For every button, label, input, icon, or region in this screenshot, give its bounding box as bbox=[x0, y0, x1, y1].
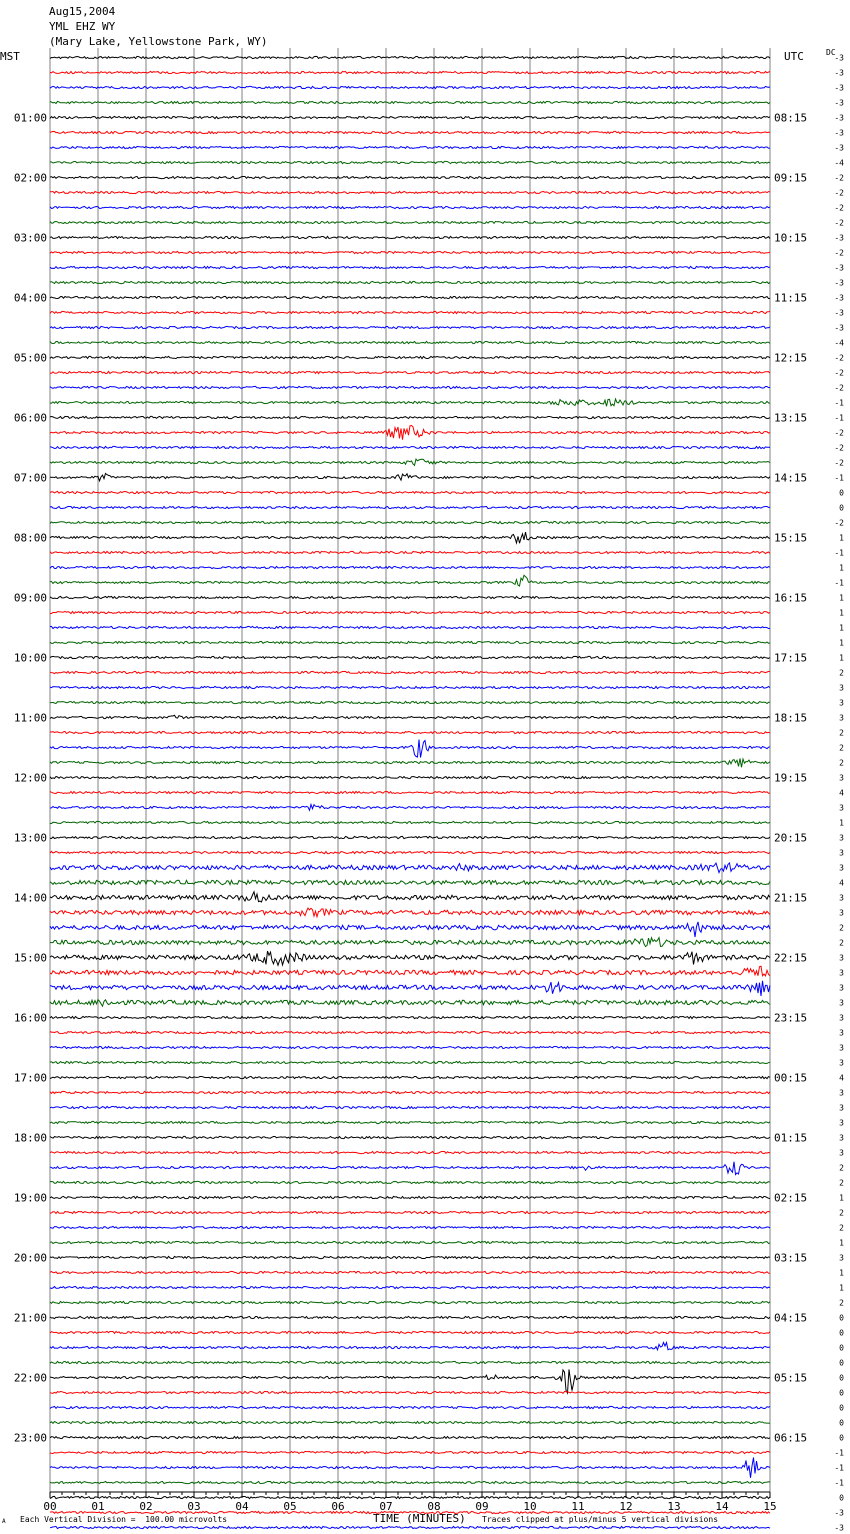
trace-line bbox=[50, 1458, 770, 1478]
trace-line bbox=[50, 131, 770, 133]
dc-offset-label: 0 bbox=[839, 1358, 844, 1368]
trace-line bbox=[50, 566, 770, 568]
left-hour-label: 03:00 bbox=[13, 231, 47, 245]
dc-offset-label: -3 bbox=[834, 233, 844, 243]
trace-line bbox=[50, 371, 770, 373]
dc-offset-label: -1 bbox=[834, 1463, 844, 1473]
dc-offset-label: -4 bbox=[834, 338, 844, 348]
trace-line bbox=[50, 1361, 770, 1363]
left-axis-label: MST bbox=[0, 50, 20, 63]
right-hour-label: 15:15 bbox=[774, 531, 808, 545]
dc-offset-label: 0 bbox=[839, 1493, 844, 1503]
trace-line bbox=[50, 1301, 770, 1303]
right-hour-label: 18:15 bbox=[774, 711, 808, 725]
trace-line bbox=[50, 1526, 770, 1528]
dc-offset-label: 2 bbox=[839, 923, 844, 933]
trace-line bbox=[50, 56, 770, 58]
dc-offset-label: 0 bbox=[839, 1403, 844, 1413]
dc-offset-label: -2 bbox=[834, 203, 844, 213]
dc-offset-label: 1 bbox=[839, 623, 844, 633]
dc-offset-label: -3 bbox=[834, 308, 844, 318]
dc-offset-label: 3 bbox=[839, 1118, 844, 1128]
x-tick-label: 05 bbox=[283, 1500, 297, 1513]
dc-offset-label: 3 bbox=[839, 983, 844, 993]
trace-line bbox=[50, 426, 770, 440]
right-hour-label: 03:15 bbox=[774, 1251, 808, 1265]
left-hour-label: 13:00 bbox=[13, 831, 47, 845]
trace-line bbox=[50, 1061, 770, 1063]
grid-lines bbox=[50, 48, 770, 1492]
x-tick-label: 14 bbox=[715, 1500, 729, 1513]
dc-offset-label: 1 bbox=[839, 593, 844, 603]
trace-line bbox=[50, 1451, 770, 1453]
trace-line bbox=[50, 981, 770, 996]
dc-offset-label: -2 bbox=[834, 218, 844, 228]
right-hour-label: 02:15 bbox=[774, 1191, 808, 1205]
trace-line bbox=[50, 311, 770, 313]
dc-offset-label: 2 bbox=[839, 668, 844, 678]
right-hour-label: 19:15 bbox=[774, 771, 808, 785]
trace-line bbox=[50, 740, 770, 758]
dc-offset-label: 4 bbox=[839, 1073, 844, 1083]
trace-line bbox=[50, 1196, 770, 1198]
dc-offset-label: 3 bbox=[839, 1043, 844, 1053]
x-tick-label: 03 bbox=[187, 1500, 201, 1513]
left-hour-label: 20:00 bbox=[13, 1251, 47, 1265]
dc-offset-label: 3 bbox=[839, 773, 844, 783]
right-hour-label: 10:15 bbox=[774, 231, 808, 245]
trace-line bbox=[50, 1016, 770, 1018]
dc-offset-label: -3 bbox=[834, 113, 844, 123]
dc-offset-label: -3 bbox=[834, 68, 844, 78]
trace-line bbox=[50, 596, 770, 598]
x-tick-label: 13 bbox=[667, 1500, 681, 1513]
trace-line bbox=[50, 1151, 770, 1153]
trace-line bbox=[50, 1106, 770, 1108]
dc-offset-label: -2 bbox=[834, 368, 844, 378]
trace-line bbox=[50, 399, 770, 406]
seismic-traces bbox=[50, 56, 770, 1534]
left-hour-label: 22:00 bbox=[13, 1371, 47, 1385]
dc-offset-label: 2 bbox=[839, 728, 844, 738]
dc-offset-label: -3 bbox=[834, 53, 844, 63]
right-hour-label: 08:15 bbox=[774, 111, 808, 125]
dc-offset-label: 3 bbox=[839, 968, 844, 978]
dc-offset-label: 3 bbox=[839, 893, 844, 903]
dc-offset-label: -3 bbox=[834, 143, 844, 153]
right-hour-label: 00:15 bbox=[774, 1071, 808, 1085]
dc-offset-label: 3 bbox=[839, 908, 844, 918]
right-hour-label: 16:15 bbox=[774, 591, 808, 605]
trace-line bbox=[50, 1091, 770, 1093]
dc-offset-label: -2 bbox=[834, 248, 844, 258]
dc-offset-label: -1 bbox=[834, 1448, 844, 1458]
dc-offset-label: -1 bbox=[834, 1478, 844, 1488]
left-hour-label: 11:00 bbox=[13, 711, 47, 725]
dc-offset-label: 3 bbox=[839, 833, 844, 843]
left-hour-label: 06:00 bbox=[13, 411, 47, 425]
dc-offset-label: 1 bbox=[839, 638, 844, 648]
right-hour-label: 01:15 bbox=[774, 1131, 808, 1145]
left-hour-label: 19:00 bbox=[13, 1191, 47, 1205]
right-hour-label: 11:15 bbox=[774, 291, 808, 305]
trace-line bbox=[50, 86, 770, 88]
left-hour-label: 17:00 bbox=[13, 1071, 47, 1085]
dc-offset-label: -3 bbox=[834, 1523, 844, 1533]
dc-offset-label: 4 bbox=[839, 878, 844, 888]
dc-offset-label: 3 bbox=[839, 1088, 844, 1098]
x-axis-title: TIME (MINUTES) bbox=[373, 1512, 466, 1525]
trace-line bbox=[50, 281, 770, 283]
trace-line bbox=[50, 776, 770, 778]
dc-offset-label: 2 bbox=[839, 938, 844, 948]
dc-offset-label: 3 bbox=[839, 1148, 844, 1158]
right-axis-label: UTC bbox=[784, 50, 804, 63]
trace-line bbox=[50, 251, 770, 253]
dc-offset-label: -2 bbox=[834, 518, 844, 528]
trace-line bbox=[50, 1271, 770, 1273]
trace-line bbox=[50, 116, 770, 118]
left-hour-label: 14:00 bbox=[13, 891, 47, 905]
trace-line bbox=[50, 532, 770, 543]
trace-line bbox=[50, 206, 770, 208]
trace-line bbox=[50, 611, 770, 613]
dc-offset-label: -1 bbox=[834, 413, 844, 423]
right-hour-label: 20:15 bbox=[774, 831, 808, 845]
trace-line bbox=[50, 191, 770, 193]
dc-offset-label: 0 bbox=[839, 1313, 844, 1323]
dc-offset-label: 2 bbox=[839, 758, 844, 768]
dc-offset-label: 0 bbox=[839, 1343, 844, 1353]
dc-offset-label: 2 bbox=[839, 743, 844, 753]
right-hour-label: 13:15 bbox=[774, 411, 808, 425]
trace-line bbox=[50, 821, 770, 823]
dc-offset-label: 1 bbox=[839, 1283, 844, 1293]
left-hour-label: 08:00 bbox=[13, 531, 47, 545]
dc-offset-label: -1 bbox=[834, 473, 844, 483]
dc-offset-label: 3 bbox=[839, 953, 844, 963]
trace-line bbox=[50, 938, 770, 947]
trace-line bbox=[50, 1391, 770, 1393]
trace-line bbox=[50, 731, 770, 733]
x-tick-label: 02 bbox=[139, 1500, 153, 1513]
x-tick-label: 11 bbox=[571, 1500, 585, 1513]
trace-line bbox=[50, 1436, 770, 1438]
dc-offset-label: -3 bbox=[834, 278, 844, 288]
trace-line bbox=[50, 1343, 770, 1350]
trace-line bbox=[50, 1331, 770, 1333]
x-tick-label: 06 bbox=[331, 1500, 345, 1513]
dc-offset-label: 1 bbox=[839, 1193, 844, 1203]
trace-line bbox=[50, 521, 770, 523]
x-tick-label: 12 bbox=[619, 1500, 633, 1513]
trace-line bbox=[50, 791, 770, 793]
right-hour-label: 12:15 bbox=[774, 351, 808, 365]
dc-offset-label: 0 bbox=[839, 1388, 844, 1398]
dc-offset-label: 3 bbox=[839, 998, 844, 1008]
trace-line bbox=[50, 715, 770, 718]
dc-offset-label: -3 bbox=[834, 323, 844, 333]
trace-line bbox=[50, 506, 770, 508]
dc-offset-label: -2 bbox=[834, 383, 844, 393]
trace-line bbox=[50, 1481, 770, 1483]
right-hour-label: 04:15 bbox=[774, 1311, 808, 1325]
trace-line bbox=[50, 908, 770, 917]
dc-offset-label: 1 bbox=[839, 563, 844, 573]
trace-line bbox=[50, 880, 770, 884]
dc-offset-label: -1 bbox=[834, 398, 844, 408]
trace-line bbox=[50, 1031, 770, 1033]
left-hour-label: 04:00 bbox=[13, 291, 47, 305]
trace-line bbox=[50, 266, 770, 268]
dc-offset-label: -3 bbox=[834, 263, 844, 273]
trace-line bbox=[50, 851, 770, 853]
trace-line bbox=[50, 1369, 770, 1393]
dc-offset-label: 3 bbox=[839, 698, 844, 708]
left-hour-label: 16:00 bbox=[13, 1011, 47, 1025]
trace-line bbox=[50, 863, 770, 873]
x-tick-label: 00 bbox=[43, 1500, 57, 1513]
dc-offset-label: 1 bbox=[839, 818, 844, 828]
dc-offset-label: 3 bbox=[839, 683, 844, 693]
x-tick-label: 01 bbox=[91, 1500, 105, 1513]
dc-offset-label: 3 bbox=[839, 863, 844, 873]
dc-offset-label: 2 bbox=[839, 1298, 844, 1308]
dc-offset-label: 3 bbox=[839, 1058, 844, 1068]
trace-line bbox=[50, 386, 770, 388]
dc-offset-label: 3 bbox=[839, 848, 844, 858]
dc-offset-label: 0 bbox=[839, 1418, 844, 1428]
x-tick-label: 07 bbox=[379, 1500, 393, 1513]
trace-line bbox=[50, 474, 770, 481]
dc-offset-label: -2 bbox=[834, 173, 844, 183]
trace-line bbox=[50, 1162, 770, 1175]
trace-line bbox=[50, 759, 770, 768]
trace-line bbox=[50, 686, 770, 688]
x-tick-label: 08 bbox=[427, 1500, 441, 1513]
dc-offset-label: 0 bbox=[839, 503, 844, 513]
left-hour-label: 15:00 bbox=[13, 951, 47, 965]
trace-line bbox=[50, 575, 770, 586]
right-hour-label: 22:15 bbox=[774, 951, 808, 965]
left-hour-label: 09:00 bbox=[13, 591, 47, 605]
trace-line bbox=[50, 836, 770, 838]
left-hour-label: 12:00 bbox=[13, 771, 47, 785]
dc-offset-label: -4 bbox=[834, 158, 844, 168]
left-hour-label: 10:00 bbox=[13, 651, 47, 665]
trace-line bbox=[50, 1121, 770, 1123]
trace-line bbox=[50, 146, 770, 148]
dc-label: DC bbox=[826, 48, 836, 57]
dc-offset-label: 1 bbox=[839, 533, 844, 543]
trace-line bbox=[50, 296, 770, 298]
trace-line bbox=[50, 236, 770, 238]
right-hour-label: 05:15 bbox=[774, 1371, 808, 1385]
trace-line bbox=[50, 701, 770, 703]
trace-line bbox=[50, 1136, 770, 1138]
dc-offset-label: -1 bbox=[834, 548, 844, 558]
dc-offset-label: 1 bbox=[839, 608, 844, 618]
left-hour-label: 05:00 bbox=[13, 351, 47, 365]
trace-line bbox=[50, 922, 770, 937]
trace-line bbox=[50, 1421, 770, 1423]
trace-line bbox=[50, 1256, 770, 1258]
right-hour-label: 17:15 bbox=[774, 651, 808, 665]
trace-line bbox=[50, 892, 770, 902]
dc-offset-label: 2 bbox=[839, 1208, 844, 1218]
scale-note: Each Vertical Division = 100.00 microvolts bbox=[20, 1515, 228, 1524]
trace-line bbox=[50, 626, 770, 628]
trace-line bbox=[50, 446, 770, 448]
dc-offset-label: 0 bbox=[839, 488, 844, 498]
dc-offset-label: -2 bbox=[834, 188, 844, 198]
dc-offset-label: 3 bbox=[839, 803, 844, 813]
trace-line bbox=[50, 671, 770, 673]
dc-offset-label: 1 bbox=[839, 1238, 844, 1248]
x-tick-label: 10 bbox=[523, 1500, 537, 1513]
x-tick-label: 15 bbox=[763, 1500, 777, 1513]
trace-line bbox=[50, 161, 770, 163]
trace-line bbox=[50, 1046, 770, 1048]
dc-offset-label: 3 bbox=[839, 713, 844, 723]
trace-line bbox=[50, 71, 770, 73]
dc-offset-label: 1 bbox=[839, 653, 844, 663]
trace-line bbox=[50, 459, 770, 465]
dc-offset-label: 4 bbox=[839, 788, 844, 798]
dc-offset-label: 0 bbox=[839, 1373, 844, 1383]
trace-line bbox=[50, 1241, 770, 1243]
trace-line bbox=[50, 101, 770, 103]
trace-line bbox=[50, 641, 770, 643]
left-hour-label: 21:00 bbox=[13, 1311, 47, 1325]
dc-offset-label: 2 bbox=[839, 1178, 844, 1188]
x-axis bbox=[43, 1492, 776, 1513]
x-tick-label: 09 bbox=[475, 1500, 489, 1513]
clip-note: Traces clipped at plus/minus 5 vertical divisions bbox=[482, 1515, 719, 1524]
trace-line bbox=[50, 1286, 770, 1288]
chart-date: Aug15,2004 bbox=[49, 5, 116, 18]
trace-line bbox=[50, 356, 770, 358]
left-hour-label: 18:00 bbox=[13, 1131, 47, 1145]
trace-line bbox=[50, 1076, 770, 1078]
trace-line bbox=[50, 1226, 770, 1228]
corner-mark: A bbox=[2, 1518, 6, 1525]
dc-offset-label: 1 bbox=[839, 1268, 844, 1278]
dc-offset-label: -1 bbox=[834, 578, 844, 588]
dc-offset-label: -3 bbox=[834, 1508, 844, 1518]
trace-line bbox=[50, 221, 770, 223]
trace-line bbox=[50, 1496, 770, 1498]
left-hour-label: 23:00 bbox=[13, 1431, 47, 1445]
dc-offset-label: -2 bbox=[834, 458, 844, 468]
trace-line bbox=[50, 176, 770, 178]
dc-offset-label: 3 bbox=[839, 1253, 844, 1263]
dc-offset-label: 3 bbox=[839, 1133, 844, 1143]
trace-line bbox=[50, 341, 770, 343]
dc-offset-label: -2 bbox=[834, 443, 844, 453]
dc-offset-label: 3 bbox=[839, 1013, 844, 1023]
dc-offset-label: 0 bbox=[839, 1328, 844, 1338]
dc-offset-label: -2 bbox=[834, 428, 844, 438]
right-hour-label: 14:15 bbox=[774, 471, 808, 485]
trace-line bbox=[50, 951, 770, 965]
dc-offset-label: 3 bbox=[839, 1103, 844, 1113]
trace-line bbox=[50, 966, 770, 976]
dc-offset-label: 2 bbox=[839, 1163, 844, 1173]
trace-line bbox=[50, 1000, 770, 1007]
station-location: (Mary Lake, Yellowstone Park, WY) bbox=[49, 35, 268, 48]
trace-line bbox=[50, 416, 770, 418]
dc-offset-label: 2 bbox=[839, 1223, 844, 1233]
x-tick-label: 04 bbox=[235, 1500, 249, 1513]
trace-line bbox=[50, 656, 770, 658]
dc-offset-label: -3 bbox=[834, 293, 844, 303]
dc-offset-label: -2 bbox=[834, 353, 844, 363]
left-hour-label: 02:00 bbox=[13, 171, 47, 185]
left-hour-label: 01:00 bbox=[13, 111, 47, 125]
station-code: YML EHZ WY bbox=[49, 20, 116, 33]
right-hour-label: 06:15 bbox=[774, 1431, 808, 1445]
dc-offset-label: -3 bbox=[834, 83, 844, 93]
right-hour-label: 23:15 bbox=[774, 1011, 808, 1025]
trace-line bbox=[50, 805, 770, 811]
right-hour-label: 09:15 bbox=[774, 171, 808, 185]
trace-line bbox=[50, 551, 770, 553]
trace-line bbox=[50, 1211, 770, 1213]
right-hour-label: 21:15 bbox=[774, 891, 808, 905]
dc-offset-label: 3 bbox=[839, 1028, 844, 1038]
trace-line bbox=[50, 326, 770, 328]
dc-offset-label: 0 bbox=[839, 1433, 844, 1443]
dc-offset-label: -3 bbox=[834, 98, 844, 108]
dc-offset-label: -3 bbox=[834, 128, 844, 138]
trace-line bbox=[50, 1316, 770, 1318]
trace-line bbox=[50, 491, 770, 493]
axis-labels bbox=[14, 54, 844, 1534]
left-hour-label: 07:00 bbox=[13, 471, 47, 485]
trace-line bbox=[50, 1406, 770, 1408]
trace-line bbox=[50, 1181, 770, 1183]
